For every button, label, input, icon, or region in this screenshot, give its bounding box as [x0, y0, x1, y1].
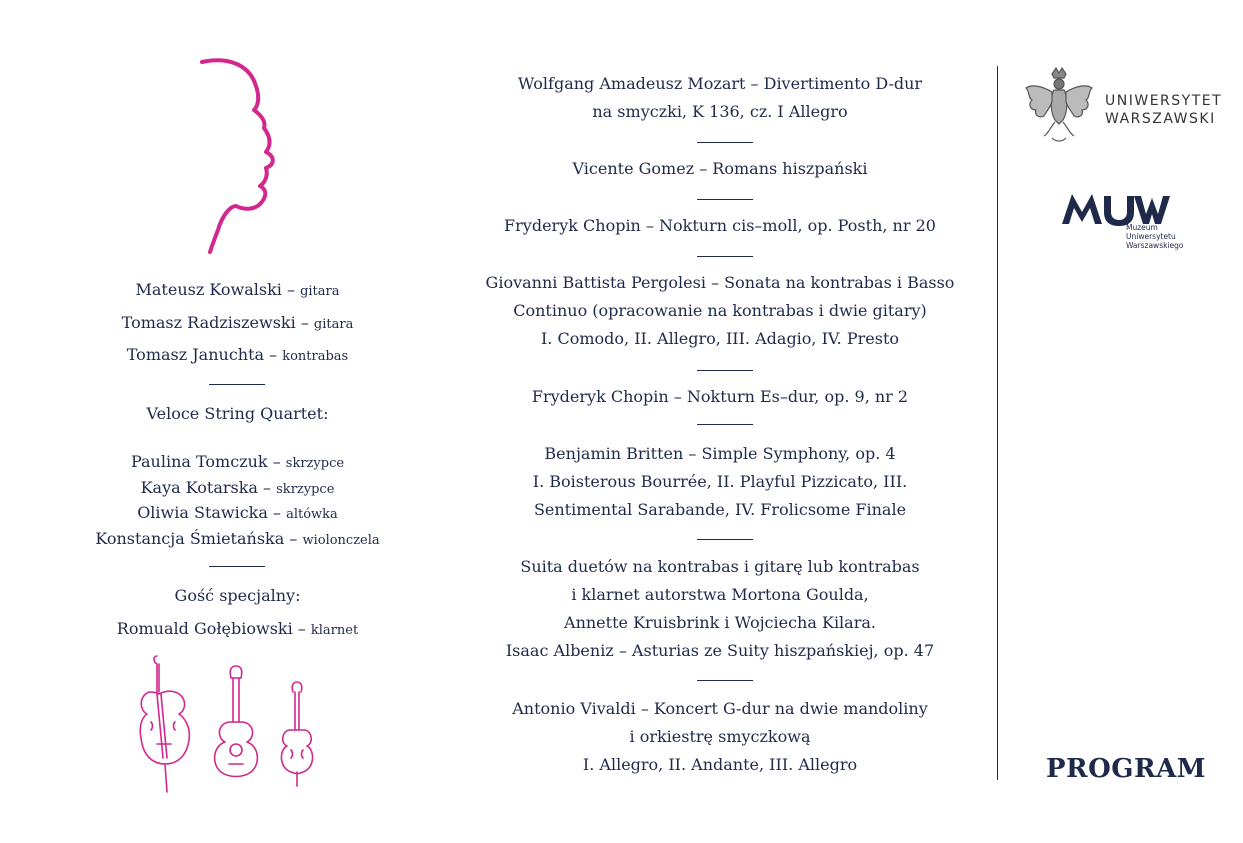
quartet-member-2: Oliwia Stawicka – altówka: [137, 503, 338, 522]
guest-title: Gość specjalny:: [174, 586, 301, 605]
guitar-icon: [215, 666, 258, 777]
program-piece-5: Benjamin Britten – Simple Symphony, op. 4 I. Boisterous Bourrée, II. Playful Pizzicato, III. Sentimental Sarabande, IV. Frolicsome Finale: [532, 444, 908, 519]
svg-text:MUW: MUW: [1062, 188, 1065, 189]
program-label: PROGRAM: [1046, 754, 1207, 784]
separator: [697, 539, 753, 540]
separator: [697, 256, 753, 257]
separator: [209, 566, 265, 567]
instruments-icon: [135, 652, 335, 802]
program-piece-0: Wolfgang Amadeusz Mozart – Divertimento D-dur na smyczki, K 136, cz. I Allegro: [517, 74, 923, 121]
face-profile-icon: [200, 58, 290, 258]
uw-logo-text: UNIWERSYTET WARSZAWSKI: [1105, 93, 1223, 127]
program-piece-2: Fryderyk Chopin – Nokturn cis–moll, op. Posth, nr 20: [504, 216, 936, 235]
separator: [697, 142, 753, 143]
performer-2: Tomasz Januchta – kontrabas: [126, 345, 349, 364]
separator: [697, 680, 753, 681]
program-piece-3: Giovanni Battista Pergolesi – Sonata na kontrabas i Basso Continuo (opracowanie na kontrabas i dwie gitary) I. Comodo, II. Allegro, III. Adagio, IV. Presto: [485, 273, 955, 348]
guest-performer: Romuald Gołębiowski – klarnet: [116, 619, 359, 638]
violin-icon: [281, 682, 312, 786]
separator: [697, 424, 753, 425]
separator: [209, 384, 265, 385]
quartet-member-0: Paulina Tomczuk – skrzypce: [130, 452, 345, 471]
performer-0: Mateusz Kowalski – gitara: [135, 280, 340, 299]
double-bass-icon: [140, 656, 189, 792]
separator: [697, 370, 753, 371]
vertical-divider: [997, 66, 998, 780]
muw-logo: [1062, 188, 1172, 228]
separator: [697, 199, 753, 200]
quartet-title: Veloce String Quartet:: [146, 404, 329, 423]
program-piece-6: Suita duetów na kontrabas i gitarę lub kontrabas i klarnet autorstwa Mortona Goulda, Annette Kruisbrink i Wojciecha Kilara. Isaac Albeniz – Asturias ze Suity hiszpańskiej, op. 47: [505, 557, 935, 660]
program-piece-1: Vicente Gomez – Romans hiszpański: [572, 159, 868, 178]
program-piece-4: Fryderyk Chopin – Nokturn Es–dur, op. 9, nr 2: [531, 387, 909, 406]
muw-logo-text: Muzeum Uniwersytetu Warszawskiego: [1126, 223, 1184, 250]
program-piece-7: Antonio Vivaldi – Koncert G-dur na dwie mandoliny i orkiestrę smyczkową I. Allegro, II. Andante, III. Allegro: [512, 699, 928, 774]
performer-1: Tomasz Radziszewski – gitara: [121, 313, 354, 332]
quartet-member-1: Kaya Kotarska – skrzypce: [140, 478, 335, 497]
eagle-emblem-icon: [1022, 66, 1096, 146]
quartet-member-3: Konstancja Śmietańska – wiolonczela: [95, 529, 380, 548]
